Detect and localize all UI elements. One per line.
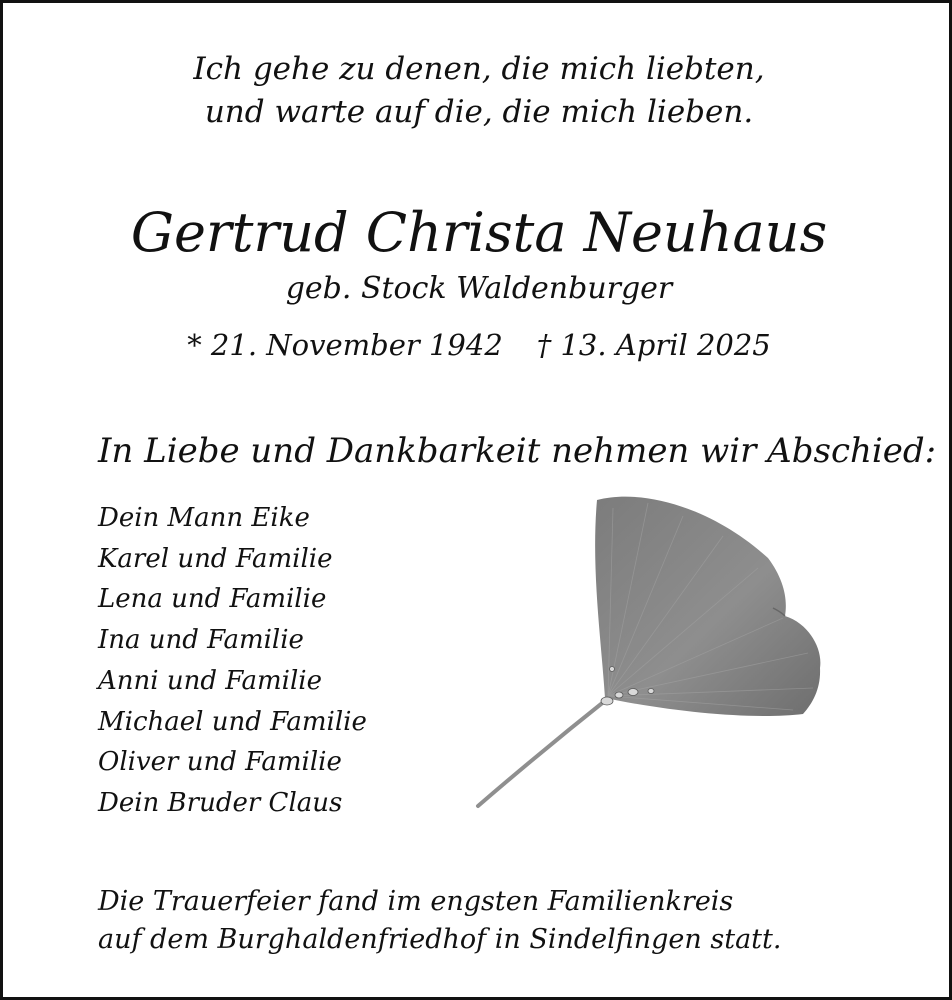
service-line-1: Die Trauerfeier fand im engsten Familienkreis xyxy=(98,886,734,917)
life-dates xyxy=(3,325,952,365)
mourner: Dein Mann Eike xyxy=(98,503,310,533)
quote-line-1: Ich gehe zu denen, die mich liebten, xyxy=(193,51,765,87)
mourner: Lena und Familie xyxy=(98,584,327,615)
mourner: Dein Bruder Claus xyxy=(98,787,343,818)
ginkgo-leaf-icon xyxy=(473,488,833,813)
mourner: Michael und Familie xyxy=(98,706,367,737)
mourner: Oliver und Familie xyxy=(98,747,342,778)
mourner: Anni und Familie xyxy=(98,665,323,696)
mourner: Karel und Familie xyxy=(98,543,333,574)
birth-date: * 21. November 1942 xyxy=(187,328,503,362)
mourners-list xyxy=(98,498,367,824)
farewell-heading: In Liebe und Dankbarkeit nehmen wir Abschied: xyxy=(98,431,937,471)
memorial-quote xyxy=(3,48,952,134)
quote-line-2: und warte auf die, die mich lieben. xyxy=(204,94,754,130)
service-line-2: auf dem Burghaldenfriedhof in Sindelfingen statt. xyxy=(98,924,782,955)
death-date: † 13. April 2025 xyxy=(536,328,771,362)
mourner: Ina und Familie xyxy=(98,625,304,656)
funeral-service-note xyxy=(98,883,781,959)
deceased-name: Gertrud Christa Neuhaus xyxy=(130,201,828,264)
birth-name: geb. Stock Waldenburger xyxy=(285,271,673,306)
